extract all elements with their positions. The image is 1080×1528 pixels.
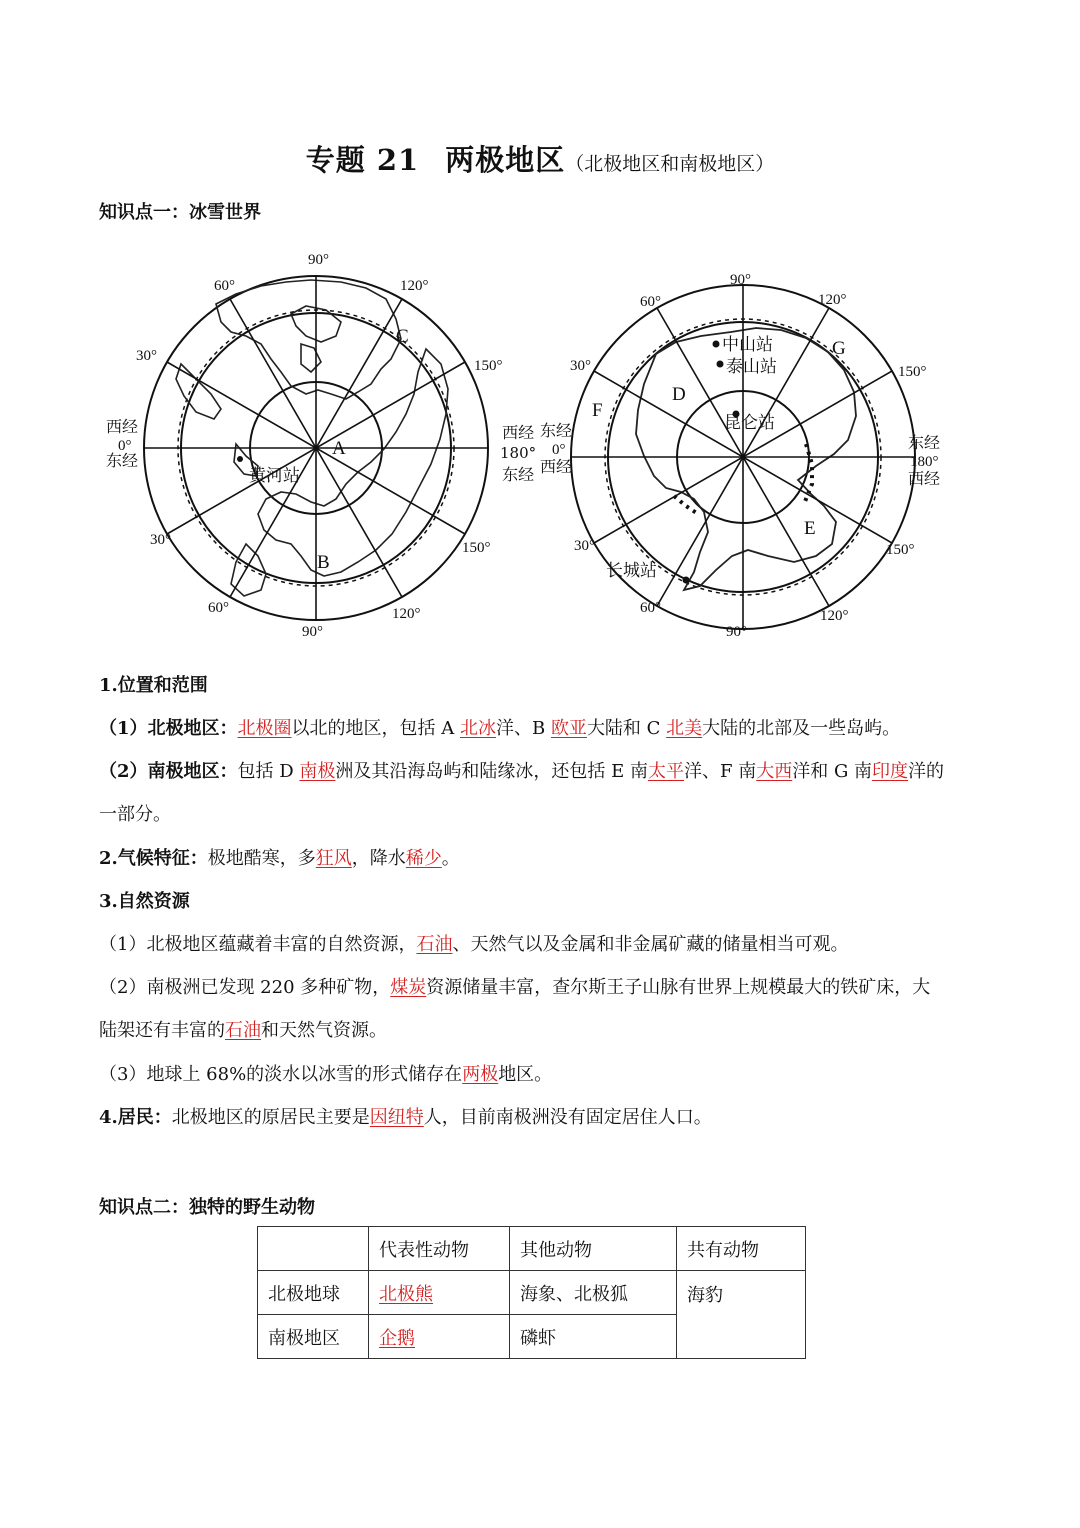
- arctic-station-dot: [237, 456, 243, 462]
- arctic-lon-bottom: 90°: [302, 624, 323, 640]
- station-zhongshan: 中山站: [722, 335, 773, 354]
- antarctic-lon-150-r: 150°: [898, 364, 927, 380]
- label-climate: 2.气候特征：: [99, 848, 208, 869]
- arctic-lon-180-west: 西经: [502, 423, 535, 442]
- arctic-lon-120-br: 120°: [392, 606, 421, 622]
- answer-coal: 煤炭: [390, 977, 427, 998]
- text-4: 洋的: [908, 761, 945, 782]
- text-0: （1）北极地区蕴藏着丰富的自然资源，: [99, 934, 417, 955]
- answer-penguin: 企鹅: [379, 1327, 415, 1349]
- text-1: 资源储量丰富，查尔斯王子山脉有世界上规模最大的铁矿床，大: [426, 977, 931, 998]
- fauna-table: [257, 1226, 806, 1359]
- para-residents: [99, 1096, 979, 1139]
- station-kunlun: 昆仑站: [724, 413, 775, 432]
- answer-antarctica: 南极: [299, 761, 336, 782]
- answer-indian: 印度: [872, 761, 909, 782]
- section-heading-2: 知识点二：独特的野生动物: [99, 1197, 315, 1218]
- answer-oil-1: 石油: [416, 934, 453, 955]
- cell-other: 磷虾: [510, 1315, 677, 1359]
- text-1: 以北的地区，包括 A: [291, 718, 460, 739]
- arctic-lon-60-bl: 60°: [208, 600, 229, 616]
- title-subtitle: （北极地区和南极地区）: [565, 153, 775, 175]
- text-3: 洋和 G 南: [792, 761, 873, 782]
- antarctic-map: [536, 244, 986, 644]
- text-0: 极地酷寒，多: [207, 848, 316, 869]
- heading-location: [99, 664, 979, 707]
- answer-arctic-circle: 北极圈: [237, 718, 292, 739]
- text-2: 陆架还有丰富的: [99, 1020, 225, 1041]
- antarctic-lon-0-east: 东经: [540, 423, 573, 440]
- changcheng-dot: [683, 577, 690, 584]
- arctic-lon-150-br: 150°: [462, 540, 491, 556]
- section-heading-1: 知识点一：冰雪世界: [99, 202, 261, 223]
- answer-arctic-ocean: 北冰: [459, 718, 496, 739]
- text-1: 洲及其沿海岛屿和陆缘冰，还包括 E 南: [335, 761, 648, 782]
- cell-other: 海象、北极狐: [510, 1271, 677, 1315]
- para-climate: [99, 837, 979, 880]
- text-0: （2）南极洲已发现 220 多种矿物，: [99, 977, 391, 998]
- antarctic-lon-30-l: 30°: [570, 358, 591, 374]
- page-title: [0, 138, 1080, 179]
- antarctic-lon-30-bl: 30°: [574, 538, 595, 554]
- answer-strong-wind: 狂风: [315, 848, 352, 869]
- antarctic-lon-60-bl: 60°: [640, 600, 661, 616]
- para-resource-1: [99, 923, 979, 966]
- cell-representative: [369, 1315, 510, 1359]
- polar-maps: [96, 244, 986, 644]
- text-1: 人，目前南极洲没有固定居住人口。: [423, 1107, 712, 1128]
- arctic-lon-180-labels: [500, 422, 536, 485]
- arctic-label-c: C: [396, 326, 409, 347]
- answer-oil-2: 石油: [225, 1020, 261, 1041]
- cell-region: 北极地球: [258, 1271, 369, 1315]
- answer-pacific: 太平: [648, 761, 684, 782]
- header-cell-shared: 共有动物: [677, 1227, 806, 1271]
- para-arctic-range: [99, 707, 979, 750]
- antarctic-lon-bottom: 90°: [726, 624, 747, 640]
- para-resource-2: [99, 966, 979, 1052]
- arctic-meridians: [144, 276, 488, 620]
- text-2: 洋、B: [495, 718, 551, 739]
- antarctic-lon-60-tl: 60°: [640, 294, 661, 310]
- antarctic-lon-top: 90°: [730, 272, 751, 288]
- station-taishan: 泰山站: [726, 357, 777, 376]
- antarctic-label-d: D: [672, 384, 686, 405]
- arctic-lon-0-east: 东经: [106, 453, 139, 470]
- antarctic-label-f: F: [592, 400, 603, 421]
- arctic-lon-180: 180°: [500, 444, 537, 462]
- text-1: ，降水: [351, 848, 406, 869]
- arctic-lon-30-bl: 30°: [150, 532, 171, 548]
- arctic-lon-150-r: 150°: [474, 358, 503, 374]
- text-0: 北极地区的原居民主要是: [171, 1107, 370, 1128]
- antarctic-label-e: E: [804, 518, 816, 539]
- heading-location-text: 1.位置和范围: [99, 675, 208, 696]
- text-5: 一部分。: [99, 804, 171, 825]
- arctic-lon-0-west: 西经: [106, 419, 139, 436]
- text-4: 大陆的北部及一些岛屿。: [702, 718, 901, 739]
- text-2: 洋、F 南: [684, 761, 757, 782]
- answer-poles: 两极: [462, 1064, 499, 1085]
- arctic-lon-60-tl: 60°: [214, 278, 235, 294]
- antarctic-lon-150-br: 150°: [886, 542, 915, 558]
- arctic-lon-30-l: 30°: [136, 348, 157, 364]
- antarctic-lon-180: 180°: [910, 454, 939, 470]
- cell-region: 南极地区: [258, 1315, 369, 1359]
- heading-resources: [99, 880, 979, 923]
- label-residents: 4.居民：: [99, 1107, 172, 1128]
- arctic-station-huanghe: 黄河站: [249, 466, 300, 485]
- answer-inuit: 因纽特: [369, 1107, 424, 1128]
- header-cell-empty: [258, 1227, 369, 1271]
- header-cell-other: 其他动物: [510, 1227, 677, 1271]
- table-header-row: [258, 1227, 806, 1271]
- station-changcheng: 长城站: [606, 561, 657, 580]
- antarctic-lon-120-tr: 120°: [818, 292, 847, 308]
- title-number: 专题 21: [305, 143, 420, 177]
- header-cell-representative: 代表性动物: [369, 1227, 510, 1271]
- antarctic-lon-120-br: 120°: [820, 608, 849, 624]
- answer-north-america: 北美: [666, 718, 703, 739]
- heading-resources-text: 3.自然资源: [99, 891, 190, 912]
- text-1: 地区。: [498, 1064, 553, 1085]
- text-3: 和天然气资源。: [261, 1020, 387, 1041]
- antarctic-label-g: G: [832, 338, 846, 359]
- arctic-lon-120-tr: 120°: [400, 278, 429, 294]
- table-row: [258, 1271, 806, 1315]
- antarctic-lon-0-west: 西经: [540, 459, 573, 476]
- arctic-label-a: A: [332, 438, 346, 459]
- arctic-lon-top: 90°: [308, 252, 329, 268]
- answer-polar-bear: 北极熊: [379, 1283, 433, 1305]
- antarctic-lon-180-east: 东经: [908, 435, 941, 452]
- antarctic-lon-0: 0°: [552, 442, 566, 458]
- text-0: （3）地球上 68%的淡水以冰雪的形式储存在: [99, 1064, 463, 1085]
- answer-eurasia: 欧亚: [550, 718, 587, 739]
- antarctic-lon-180-west: 西经: [908, 471, 941, 488]
- zhongshan-dot: [713, 341, 720, 348]
- cell-shared: 海豹: [677, 1271, 806, 1359]
- cell-representative: [369, 1271, 510, 1315]
- text-3: 大陆和 C: [586, 718, 667, 739]
- para-resource-3: [99, 1053, 979, 1096]
- arctic-lon-180-east: 东经: [502, 465, 535, 484]
- answer-atlantic: 大西: [756, 761, 793, 782]
- title-topic: 两极地区: [445, 143, 566, 177]
- arctic-map: [96, 244, 516, 644]
- text-1: 、天然气以及金属和非金属矿藏的储量相当可观。: [452, 934, 849, 955]
- label-antarctic: （2）南极地区：: [99, 761, 238, 782]
- arctic-label-b: B: [317, 552, 330, 573]
- text-2: 。: [441, 848, 460, 869]
- label-arctic: （1）北极地区：: [99, 718, 238, 739]
- answer-scarce: 稀少: [405, 848, 442, 869]
- para-antarctic-range: [99, 750, 979, 836]
- taishan-dot: [717, 361, 724, 368]
- text-0: 包括 D: [237, 761, 300, 782]
- arctic-lon-0: 0°: [118, 438, 132, 454]
